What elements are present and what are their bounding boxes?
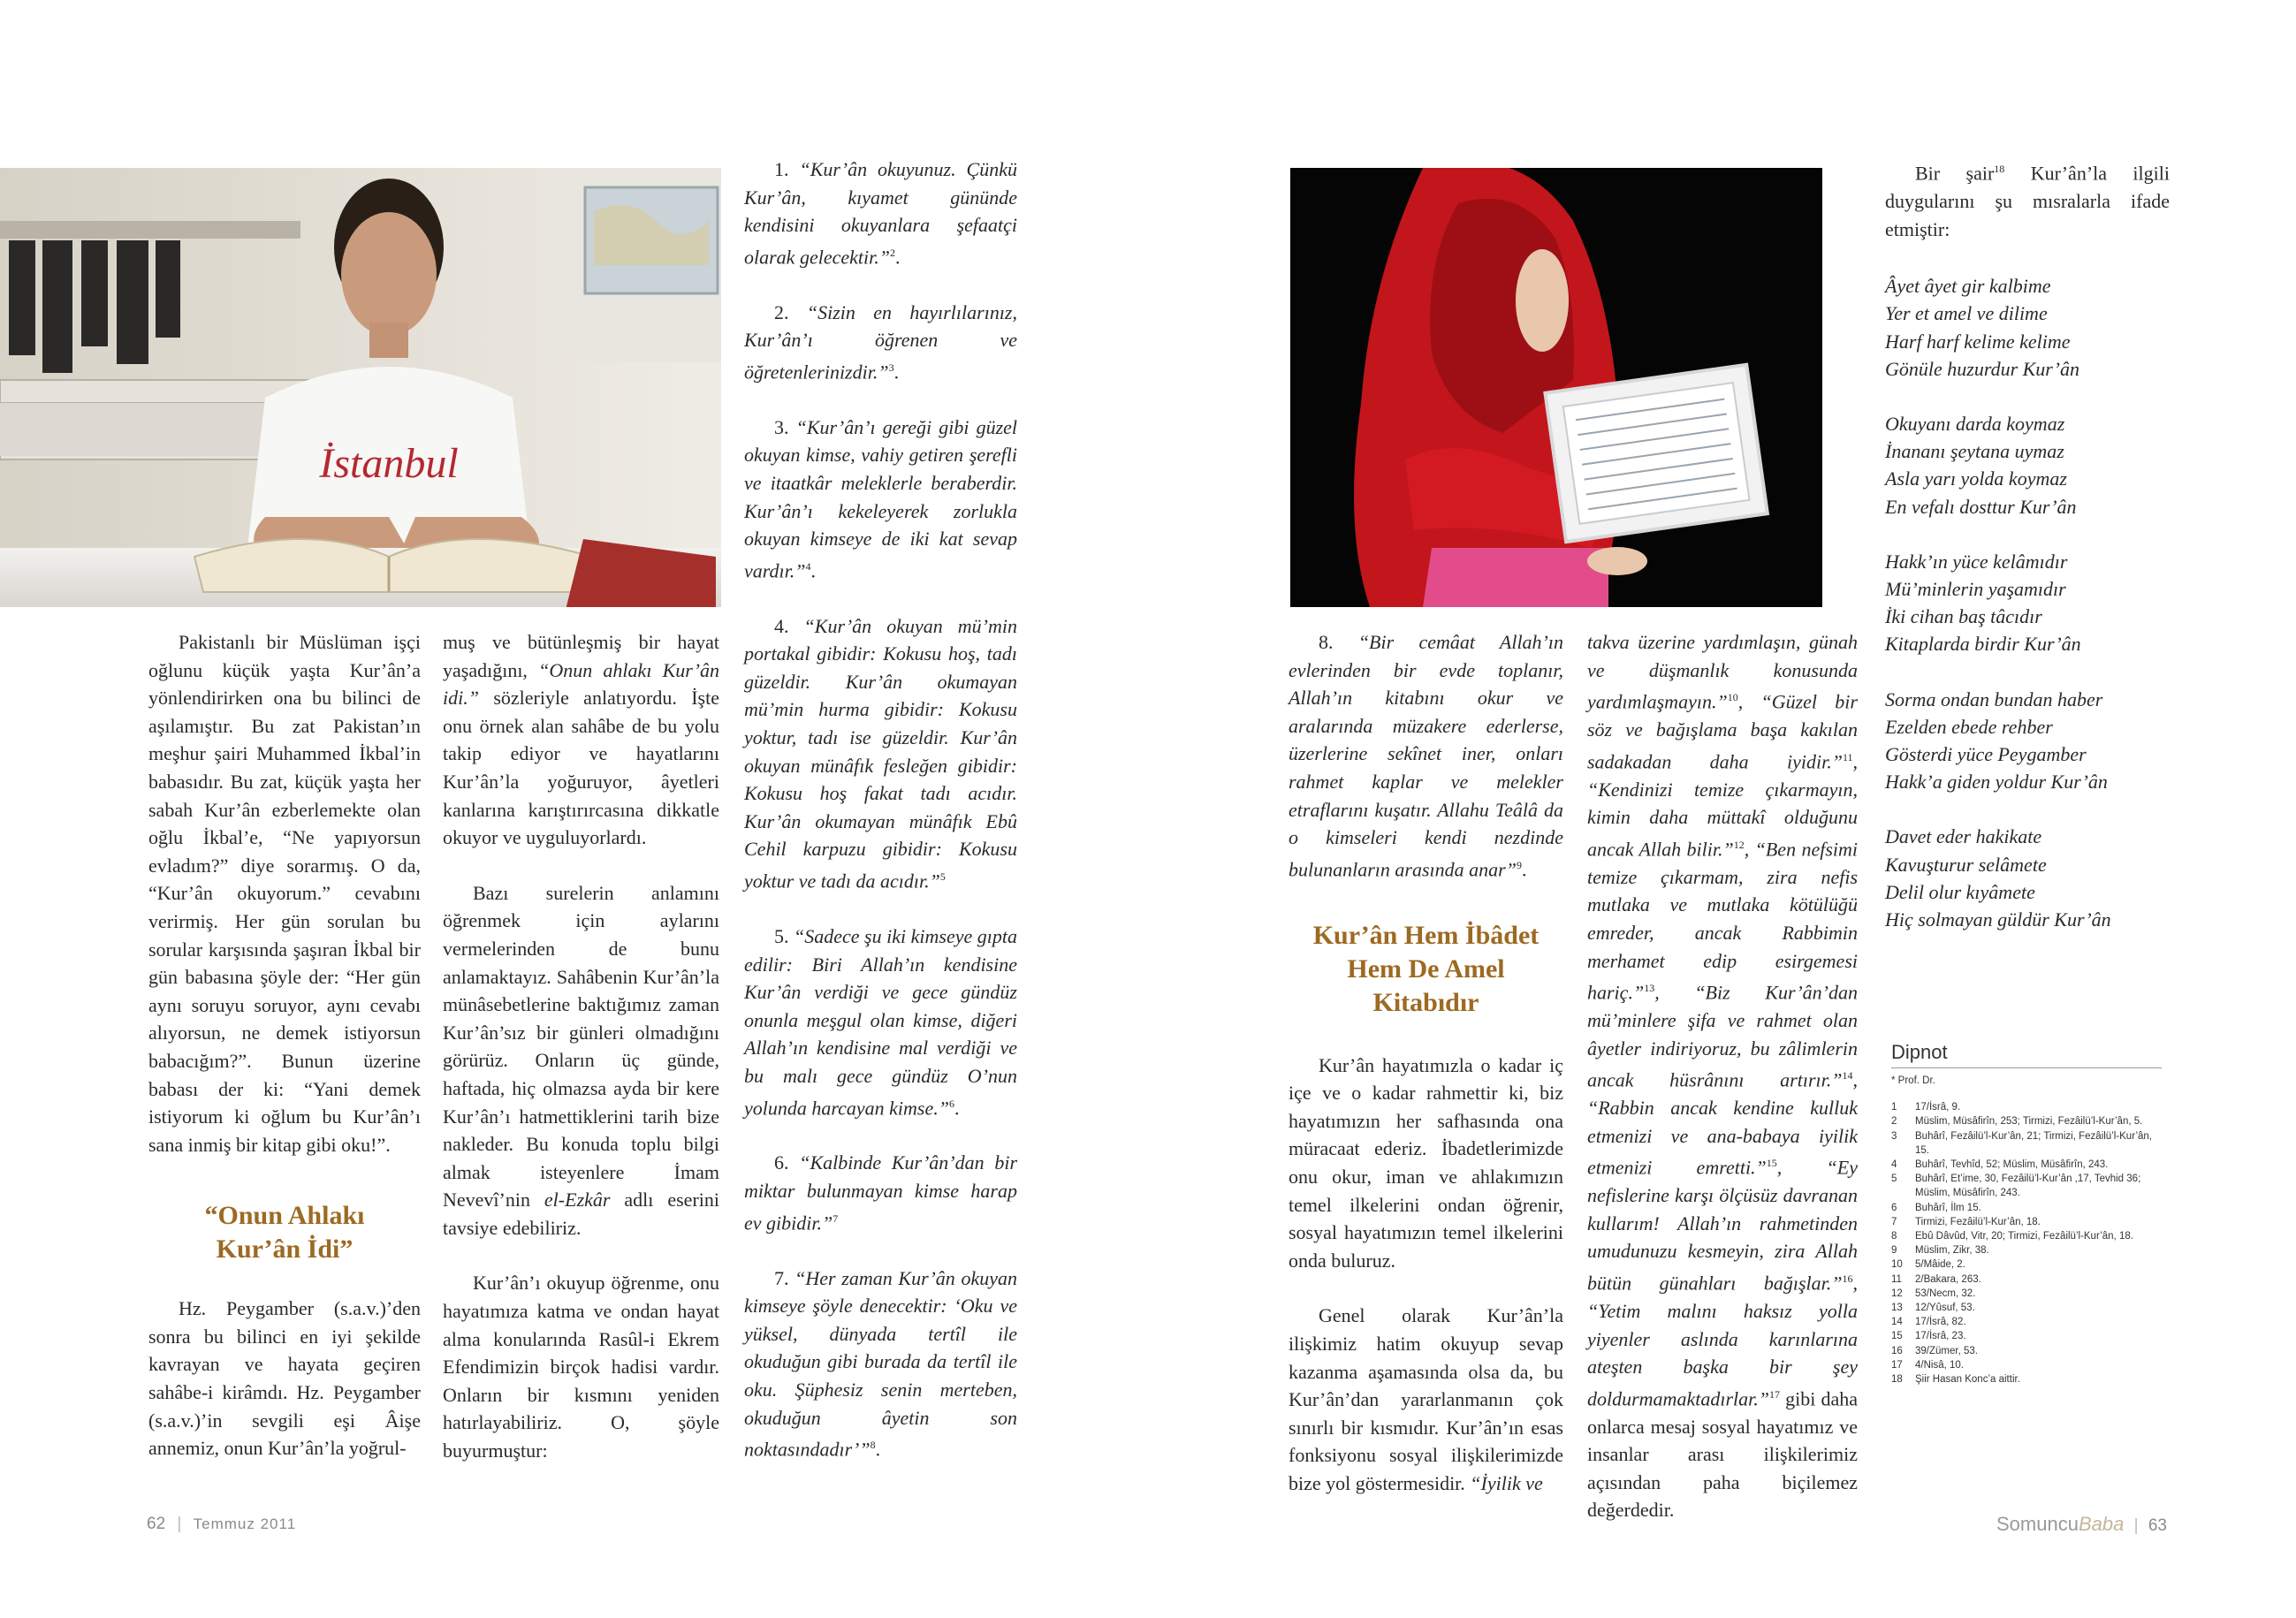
girl-reading-illustration: [1290, 168, 1822, 607]
footnote-text: 12/Yûsuf, 53.: [1915, 1303, 1975, 1314]
footnote-ref: 11: [1842, 750, 1853, 763]
item-number: 1.: [774, 158, 800, 180]
footnote-ref: 4: [805, 559, 811, 573]
footnote-ref: 7: [832, 1212, 839, 1225]
punct: .: [1521, 858, 1527, 881]
footnote-item: [1891, 1114, 2162, 1128]
footnote-number: 18: [1891, 1374, 1903, 1386]
footnote-item: [1891, 1344, 2162, 1358]
footnote-list: [1891, 1100, 2162, 1386]
hadith-item: [744, 1149, 1017, 1236]
item-number: 5.: [774, 924, 794, 947]
surah-paragraph: [443, 879, 719, 1242]
hadith-item: [744, 156, 1017, 271]
footnote-item: [1891, 1372, 2162, 1386]
issue-date: Temmuz 2011: [193, 1515, 297, 1532]
footnotes-title: Dipnot: [1891, 1041, 2162, 1068]
footnote-ref: 15: [1766, 1157, 1777, 1170]
footnote-text: Ebû Dâvûd, Vitr, 20; Tirmizi, Fezâilü’l-Kur’ân, 18.: [1915, 1231, 2133, 1242]
brand-somuncu: Somuncu: [1996, 1513, 2079, 1535]
heading-line: Kur’ân Hem İbâdet: [1312, 920, 1540, 950]
footnote-text: Buhârî, Tevhîd, 52; Müslim, Müsâfirîn, 243.: [1915, 1159, 2109, 1171]
poem-line: Hiç solmayan güldür Kur’ân: [1885, 908, 2111, 931]
right-column-2: [1587, 628, 1858, 1524]
poem-line: Sorma ondan bundan haber: [1885, 687, 2103, 710]
footnote-text: 17/İsrâ, 23.: [1915, 1331, 1966, 1342]
ayet-list-paragraph: [1587, 628, 1858, 1524]
footnote-ref: 16: [1842, 1272, 1853, 1286]
poem-line: Yer et amel ve dilime: [1885, 302, 2048, 325]
book-title: el-Ezkâr: [544, 1189, 611, 1212]
footnote-item: [1891, 1287, 2162, 1301]
footnotes-block: [1891, 1041, 2162, 1386]
text-run: muş ve bütünleşmiş bir hayat yaşadığını,: [443, 631, 719, 681]
hadith-text: “Kalbinde Kur’ân’dan bir miktar bulunmayan kimse harap ev gibidir.”: [744, 1151, 1018, 1234]
footnote-item: [1891, 1329, 2162, 1343]
footnote-number: 2: [1891, 1116, 1897, 1128]
footnote-text: Tirmizi, Fezâilü’l-Kur’ân, 18.: [1915, 1216, 2041, 1227]
poem: [1885, 272, 2170, 933]
ayet: , “Kendinizi temize çıkarmayın, kimin daha müttakî olduğunu ancak Allah bilir.”: [1587, 750, 1858, 861]
ikbal-story-paragraph: Pakistanlı bir Müslüman işçi oğlunu küçük yaşta Kur’ân’a yönlendirirken ona bu bilinci de aşılamıştır. Bu zat Pakistan’ın meşhur şairi Muhammed İkbal’in babasıdır. Bu zat, küçük yaşta her sabah Kur’ân ezberlemekte olan oğlu İkbal’e, “Ne yapıyorsun evladım?” diye sorarmış. O da, “Kur’ân okuyorum.” cevabını verirmiş. Her gün sorulan bu sorular karşısında şaşıran İkbal bir gün babasına şöyle der: “Her gün aynı soruyu soruyor, aynı cevabı alıyorsun, ne demek istiyorsun babacığım?”. Bunun üzerine babası der ki: “Yani demek istiyorum ki oğlum bu Kur’ân’ı sana inmiş bir kitap gibi oku!”.: [148, 631, 421, 1156]
poem-line: Âyet âyet gir kalbime: [1885, 275, 2051, 298]
punct: .: [954, 1096, 960, 1119]
left-page-footer: [147, 1515, 296, 1534]
poem-line: Ezelden ebede rehber: [1885, 715, 2053, 738]
poem-line: Kavuşturur selâmete: [1885, 853, 2047, 876]
hadith-text: “Kur’ân okuyan mü’min portakal gibidir: Kokusu hoş, tadı güzeldir. Kur’ân okumayan mü’min hurma gibidir: Kokusu yoktur, tadı ise güzeldir. Kur’ân okuyan münâfık fesleğen gibidir: Kokusu hoş fakat tadı acıdır. Kur’ân okumayan münâfık Ebû Cehil karpuzu gibidir: Kokusu yoktur ve tadı da acıdır.”: [744, 614, 1017, 893]
poem-line: İnananı şeytana uymaz: [1885, 440, 2064, 463]
footnote-item: [1891, 1301, 2162, 1315]
text-run: Bazı surelerin anlamını öğrenmek için aylarını vermelerinden de bunu anlamaktayız. Sahâbenin Kur’ân’la münâsebetlerine baktığımız zaman Kur’ân’sız bir günleri olmadığını görürüz. Onların üç günde, haftada, hiç olmazsa ayda bir kere Kur’ân’ı hatmettiklerini tarih bize nakleder. Bu konuda toplu bilgi almak isteyenlere İmam Nevevî’nin: [443, 881, 719, 1212]
folio-separator: |: [2133, 1516, 2139, 1535]
page-number: 63: [2148, 1516, 2167, 1535]
footnote-number: 4: [1891, 1159, 1897, 1171]
footnote-item: [1891, 1315, 2162, 1329]
right-column-1: [1289, 628, 1563, 1498]
hatim-paragraph: [1289, 1302, 1563, 1497]
footnote-item: [1891, 1158, 2162, 1172]
poem-line: Delil olur kıyâmete: [1885, 880, 2035, 903]
footnote-ref: 9: [1516, 858, 1522, 871]
footnote-item: [1891, 1215, 2162, 1229]
footnote-text: 17/İsrâ, 9.: [1915, 1102, 1961, 1113]
footnote-number: 7: [1891, 1216, 1897, 1227]
footnote-text: Buhârî, İlm 15.: [1915, 1202, 1981, 1213]
heading-line: Kur’ân İdi”: [216, 1234, 354, 1265]
item-number: 6.: [774, 1151, 800, 1174]
folio-separator: |: [177, 1515, 182, 1533]
poem-line: Kitaplarda birdir Kur’ân: [1885, 633, 2081, 656]
footnote-text: Buhârî, Fezâilü’l-Kur’ân, 21; Tirmizi, Fezâilü’l-Kur’ân, 15.: [1915, 1130, 2153, 1156]
footnote-text: Buhârî, Et’ime, 30, Fezâilü’l-Kur’ân ,17, Tevhid 36; Müslim, Müsâfirîn, 243.: [1915, 1174, 2141, 1199]
poem-line: Harf harf kelime kelime: [1885, 330, 2071, 353]
punct: .: [894, 246, 901, 269]
footnote-item: [1891, 1243, 2162, 1257]
footnote-ref: 3: [888, 361, 894, 374]
footnote-text: 4/Nisâ, 10.: [1915, 1359, 1964, 1371]
footnote-item: [1891, 1100, 2162, 1114]
hadith-text: “Her zaman Kur’ân okuyan kimseye şöyle denecektir: ‘Oku ve yüksel, dünyada tertîl ile okuduğun gibi burada da tertîl ile oku. Şüphesiz senin merteben, okuduğun âyetin son noktasındadır’”: [744, 1266, 1017, 1461]
hadith-item: [744, 299, 1017, 386]
item-number: 2.: [774, 300, 807, 323]
footnote-item: [1891, 1257, 2162, 1272]
girl-reading-photo: [1290, 168, 1822, 607]
poem-stanza: [1885, 272, 2170, 383]
ayet: , “Biz Kur’ân’dan mü’minlere şifa ve rahmet olan âyetler indiriyoruz, bu zâlimlerin ancak hüsrânını artırır.”: [1587, 981, 1858, 1091]
footnote-text: 53/Necm, 32.: [1915, 1288, 1976, 1299]
hadith-text: “Kur’ân’ı gereği gibi güzel okuyan kimse, vahiy getiren şerefli ve itaatkâr meleklerle beraberdir. Kur’ân’ı kekeleyerek zorlukla okuyan kimseye de iki kat sevap vardır.”: [744, 415, 1018, 582]
footnote-number: 17: [1891, 1359, 1903, 1371]
ayet: , “Güzel bir söz ve bağışlama başa kakılan sadakadan daha iyidir.”: [1587, 690, 1858, 773]
item-number: 4.: [774, 614, 804, 637]
boy-reading-illustration: [0, 168, 721, 607]
footnote-item: [1891, 1172, 2162, 1200]
footnote-number: 9: [1891, 1245, 1897, 1257]
footnote-ref: 12: [1733, 838, 1745, 851]
text-run: Kur’ân’la ilgili duygularını şu mısralarla ifade etmiştir:: [1885, 162, 2170, 240]
footnote-number: 15: [1891, 1331, 1903, 1342]
footnote-ref: 8: [870, 1439, 876, 1452]
footnote-number: 16: [1891, 1345, 1903, 1356]
left-column-2: [443, 628, 719, 1465]
item-number: 3.: [774, 415, 796, 438]
page-number: 62: [147, 1515, 166, 1533]
footnote-ref: 5: [939, 870, 946, 884]
footnote-ref: 18: [1994, 163, 2005, 175]
punct: .: [893, 361, 900, 384]
hadith-item: [744, 612, 1017, 895]
footnote-text: Müslim, Müsâfirîn, 253; Tirmizi, Fezâilü’l-Kur’ân, 5.: [1915, 1116, 2143, 1128]
text-run: Bir şair: [1915, 162, 1995, 185]
ayet: , “Ben nefsimi temize çıkarmam, zira nefis mutlaka ve mutlaka kötülüğü emreder, ancak Rabbimin merhamet edip esirgemesi hariç.”: [1587, 838, 1858, 1004]
hadith-item: [744, 414, 1017, 585]
poem-line: Hakk’a giden yoldur Kur’ân: [1885, 771, 2108, 794]
heading-line: “Onun Ahlakı: [204, 1201, 365, 1231]
hadith-text: “Bir cemâat Allah’ın evlerinden bir evde toplanır, Allah’ın kitabını okur ve aralarında müzakere ederlerse, üzerlerine sekînet iner, onları rahmet kaplar ve melekler etraflarını kuşatır. Allahu Teâlâ da o kimseleri kendi nezdinde bulunanların arasında anar”: [1289, 631, 1563, 881]
poem-line: İki cihan baş tâcıdır: [1885, 605, 2042, 628]
punct: .: [810, 559, 816, 582]
left-column-1: [148, 628, 421, 1462]
text-run: gibi daha onlarca mesaj sosyal hayatımız ve insanlar arası ilişkilerimiz açısından paha biçilemez değerdedir.: [1587, 1387, 1858, 1522]
footnote-item: [1891, 1201, 2162, 1215]
poem-stanza: [1885, 410, 2170, 520]
text-run: Genel olarak Kur’ân’la ilişkimiz hatim okuyup sevap kazanma aşamasında olsa da, bu Kur’ân’dan yararlanmanın çok sınırlı bir kısmıdır. Kur’ân’ın esas fonksiyonu sosyal ilişkilerimizde bize yol göstermesidir.: [1289, 1304, 1563, 1494]
poem-line: Okuyanı darda koymaz: [1885, 412, 2065, 435]
punct: .: [875, 1438, 881, 1461]
footnote-ref: 17: [1768, 1387, 1780, 1401]
section-heading-ahlak: [148, 1199, 421, 1266]
item-number: 7.: [774, 1266, 795, 1289]
poem-line: Davet eder hakikate: [1885, 825, 2042, 848]
boy-reading-photo: [0, 168, 721, 607]
quote-run: “Onun ahlakı Kur’ân idi.”: [443, 658, 719, 710]
footnote-ref: 6: [948, 1097, 954, 1110]
ayet: , “Yetim malını haksız yolla yiyenler aslında karınlarına ateşten başka bir şey doldurmamaktadırlar.”: [1587, 1272, 1858, 1410]
poem-line: Asla yarı yolda koymaz: [1885, 467, 2067, 490]
footnote-text: 5/Mâide, 2.: [1915, 1259, 1965, 1271]
hadith-list: [744, 156, 1017, 1463]
ayet: , “Rabbin ancak kendine kulluk etmenizi ve ana-babaya iyilik etmenizi emretti.”: [1587, 1068, 1858, 1179]
footnote-item: [1891, 1358, 2162, 1372]
hadith-item: [744, 923, 1017, 1121]
ayet: , “Ey nefislerine karşı ölçüsüz davranan kullarım! Allah’ın rahmetinden umudunuzu kesmeyin, zira Allah bütün günahları bağışlar.”: [1587, 1156, 1858, 1295]
footnote-ref: 10: [1727, 691, 1738, 704]
footnote-text: 2/Bakara, 263.: [1915, 1273, 1981, 1285]
footnote-ref: 2: [889, 246, 895, 259]
ayet: takva üzerine yardımlaşın, günah ve düşmanlık konusunda yardımlaşmayın.”: [1587, 631, 1858, 713]
heading-line: Hem De Amel: [1347, 953, 1505, 984]
poem-line: Gönüle huzurdur Kur’ân: [1885, 357, 2080, 380]
poem-line: Hakk’ın yüce kelâmıdır: [1885, 550, 2068, 573]
footnote-text: Müslim, Zikr, 38.: [1915, 1245, 1989, 1257]
hadith-text: “Kur’ân okuyunuz. Çünkü Kur’ân, kıyamet gününde kendisini okuyanlara şefaatçi olarak gelecektir.”: [744, 158, 1017, 269]
footnote-ref: 14: [1842, 1069, 1853, 1082]
hayat-paragraph: Kur’ân hayatımızla o kadar iç içe ve o kadar rahmettir ki, biz hayatımızın her safhasında ona müracaat ederiz. İbadetlerimizde onu okur, iman ve ahlakımızın temel ilkelerini ondan öğrenir, sosyal hayatımızın temel ilkelerini onda buluruz.: [1289, 1053, 1563, 1272]
footnote-ref: 13: [1644, 982, 1655, 995]
footnote-text: 17/İsrâ, 82.: [1915, 1317, 1966, 1328]
poem-line: En vefalı dosttur Kur’ân: [1885, 495, 2077, 518]
footnote-number: 5: [1891, 1174, 1897, 1185]
text-run: adlı eserini tavsiye edebiliriz.: [443, 1189, 719, 1239]
poem-stanza: [1885, 823, 2170, 933]
poem-line: Mü’minlerin yaşamıdır: [1885, 577, 2066, 600]
footnote-text: Şiir Hasan Konc’a aittir.: [1915, 1374, 2020, 1386]
section-heading-ibadet: [1289, 919, 1563, 1020]
poem-stanza: [1885, 686, 2170, 796]
footnote-number: 11: [1891, 1273, 1902, 1285]
item-number: 8.: [1319, 631, 1358, 653]
text-run: sözleriyle anlatıyordu. İşte onu örnek alan sahâbe de bu yolu takip ediyor ve hayatlarını Kur’ân’la yoğuruyor, âyetleri kanlarına karıştırırcasına dikkatle okuyor ve uyguluyorlardı.: [443, 687, 719, 849]
hadith-8-paragraph: [1289, 628, 1563, 884]
footnote-number: 6: [1891, 1202, 1897, 1213]
hadith-text: “Sadece şu iki kimseye gıpta edilir: Biri Allah’ın kendisine Kur’ân verdiği ve gece gündüz onunla meşgul olan kimse, diğeri Allah’ın kendisine mal verdiği ve bu malı gece gündüz O’nun yolunda harcayan kimse.”: [744, 924, 1017, 1119]
author-note: * Prof. Dr.: [1891, 1075, 1935, 1086]
brand-baba: Baba: [2078, 1513, 2125, 1535]
right-page-footer: [1996, 1513, 2167, 1536]
footnote-number: 1: [1891, 1102, 1897, 1113]
svg-text:İstanbul: İstanbul: [319, 440, 459, 487]
hadith-text: “Sizin en hayırlılarınız, Kur’ân’ı öğrenen ve öğretenlerinizdir.”: [744, 300, 1017, 384]
right-column-3: [1885, 156, 2170, 933]
quote-run: “İyilik ve: [1470, 1471, 1543, 1494]
footnote-number: 3: [1891, 1130, 1897, 1142]
footnote-number: 10: [1891, 1259, 1903, 1271]
hadith-intro-paragraph: Kur’ân’ı okuyup öğrenme, onu hayatımıza katma ve ondan hayat alma konularında Rasûl-i Ekrem Efendimizin birçok hadisi vardır. Onların bir kısmını yeniden hatırlayabiliriz. O, şöyle buyurmuştur:: [443, 1272, 719, 1462]
poem-line: Gösterdi yüce Peygamber: [1885, 742, 2087, 765]
heading-line: Kitabıdır: [1372, 987, 1479, 1017]
hadith-item: [744, 1265, 1017, 1463]
footnote-number: 14: [1891, 1317, 1903, 1328]
poem-intro: [1885, 156, 2170, 243]
sahabe-paragraph: Hz. Peygamber (s.a.v.)’den sonra bu bilinci en iyi şekilde kavrayan ve hayata geçiren sahâbe-i kirâmdı. Hz. Peygamber (s.a.v.)’in sevgili eşi Âişe annemiz, onun Kur’ân’la yoğrul-: [148, 1297, 421, 1460]
footnote-number: 8: [1891, 1231, 1897, 1242]
footnote-item: [1891, 1272, 2162, 1287]
ahlak-paragraph: [443, 628, 719, 852]
footnote-item: [1891, 1229, 2162, 1243]
footnote-number: 12: [1891, 1288, 1903, 1299]
poem-stanza: [1885, 548, 2170, 658]
footnote-text: 39/Zümer, 53.: [1915, 1345, 1978, 1356]
footnote-item: [1891, 1129, 2162, 1158]
footnote-number: 13: [1891, 1303, 1903, 1314]
